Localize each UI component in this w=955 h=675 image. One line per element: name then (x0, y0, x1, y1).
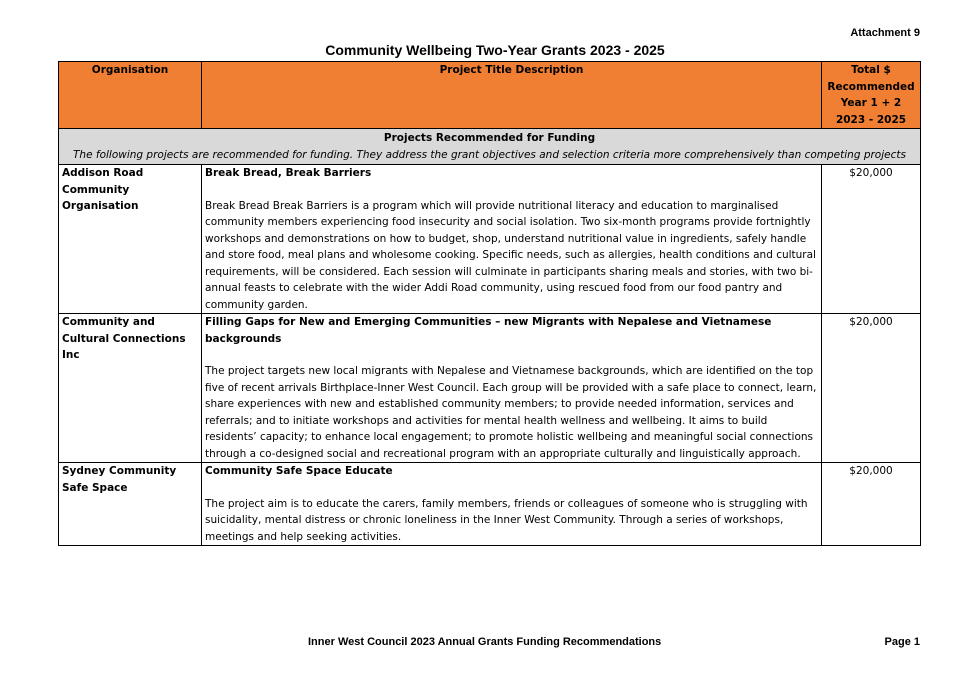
column-header-total-line: 2023 - 2025 (835, 113, 907, 126)
project-cell (202, 165, 822, 314)
project-description: The project aim is to educate the carers, family members, friends or colleagues of someone who is struggling with suicidality, mental distress or chronic loneliness in the Inner West Community. Through a series of workshops, meetings and help seeking activities. (205, 497, 808, 543)
page-number: Page 1 (884, 636, 920, 648)
table-row (59, 463, 921, 546)
project-description: The project targets new local migrants with Nepalese and Vietnamese backgrounds, which are identified on the top five of recent arrivals Birthplace-Inner West Council. Each group will be provided with a safe place to connect, learn, share experiences with new and established community members; to provide needed information, services and referrals; and to initiate workshops and activities for mental health wellness and wellbeing. It aims to build residents’ capacity; to enhance local engagement; to promote holistic wellbeing and meaningful social connections through a co-designed social and recreational program with an appropriate culturally and linguistically approach. (205, 365, 817, 460)
document-title: Community Wellbeing Two-Year Grants 2023 - 2025 (325, 42, 665, 58)
attachment-label: Attachment 9 (850, 27, 920, 39)
amount-cell: $20,000 (822, 463, 921, 546)
footer-text: Inner West Council 2023 Annual Grants Funding Recommendations (308, 636, 662, 648)
column-header-organisation: Organisation (59, 62, 202, 129)
table-row (59, 314, 921, 463)
organisation-cell: Addison Road Community Organisation (59, 165, 202, 314)
amount-cell: $20,000 (822, 165, 921, 314)
project-title: Community Safe Space Educate (205, 465, 393, 477)
section-note: The following projects are recommended for funding. They address the grant objectives and selection criteria more comprehensively than competing projects (73, 148, 906, 161)
column-header-total-line: Total $ (851, 64, 891, 76)
column-header-total-line: Year 1 + 2 (840, 97, 902, 109)
section-row (59, 129, 921, 165)
grants-table (58, 61, 921, 546)
project-cell (202, 314, 822, 463)
project-title: Filling Gaps for New and Emerging Communities – new Migrants with Nepalese and Vietnamese backgrounds (205, 316, 772, 345)
column-header-project: Project Title Description (202, 62, 822, 129)
section-title: Projects Recommended for Funding (383, 132, 596, 144)
organisation-cell: Sydney Community Safe Space (59, 463, 202, 546)
project-description: Break Bread Break Barriers is a program which will provide nutritional literacy and education to marginalised community members experiencing food insecurity and social isolation. Two six-month programs provide fortnightly workshops and demonstrations on how to budget, shop, understand nutritional value in ingredients, safely handle and store food, meal plans and wholesome cooking. Specific needs, such as allergies, health conditions and cultural requirements, will be considered. Each session will culminate in participants sharing meals and stories, with two bi-annual feasts to celebrate with the wider Addi Road community, using rescued food from our food pantry and community garden. (205, 199, 816, 311)
table-row (59, 165, 921, 314)
column-header-total-line: Recommended (827, 80, 915, 93)
column-header-total (822, 62, 921, 129)
organisation-cell: Community and Cultural Connections Inc (59, 314, 202, 463)
table-header-row (59, 62, 921, 129)
project-cell (202, 463, 822, 546)
project-title: Break Bread, Break Barriers (205, 167, 372, 179)
amount-cell: $20,000 (822, 314, 921, 463)
section-cell (59, 129, 921, 165)
